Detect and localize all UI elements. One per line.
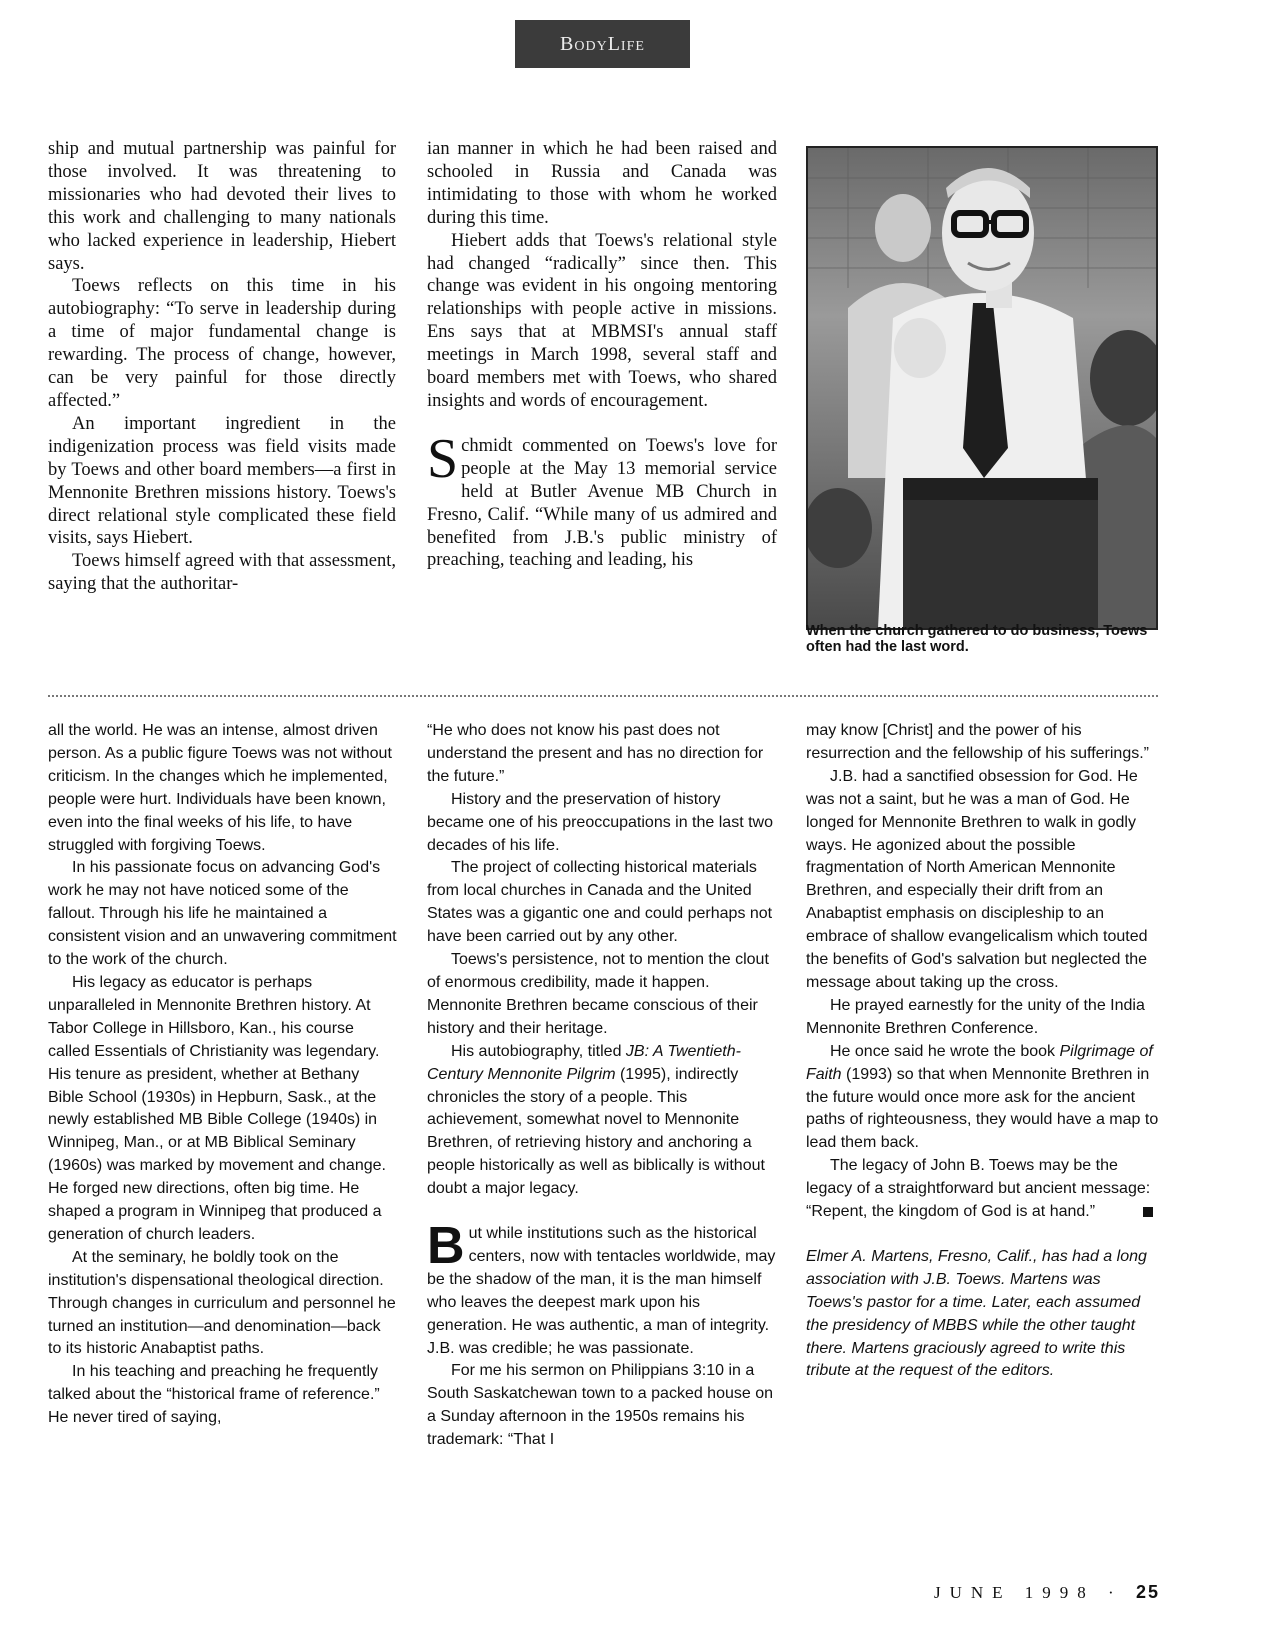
paragraph-text: chmidt commented on Toews's love for people at the May 13 memorial service held at Butler Avenue MB Church in Fresno, Calif. “While many of us admired and benefited from J.B.'s public ministry of preaching, teaching and leading, his	[427, 435, 777, 571]
paragraph	[427, 1041, 777, 1201]
lower-column-1	[48, 720, 398, 1430]
page-number: 25	[1135, 1582, 1160, 1602]
paragraph: An important ingredient in the indigenization process was field visits made by Toews and other board members—a first in Mennonite Brethren missions history. Toews's direct relational style complicated these field visits, says Hiebert.	[48, 413, 396, 549]
book-title: Pilgrimage of Faith	[806, 1042, 1153, 1083]
paragraph	[806, 1041, 1161, 1156]
paragraph: In his teaching and preaching he frequently talked about the “historical frame of reference.” He never tired of saying,	[48, 1363, 380, 1427]
paragraph-text: ut while institutions such as the historical centers, now with tentacles worldwide, may be the shadow of the man, it is the man himself who leaves the deepest mark upon his generation. He was authentic, a man of integrity. J.B. was credible; he was passionate.	[427, 1225, 776, 1357]
folio	[870, 1582, 1160, 1603]
paragraph: “He who does not know his past does not understand the present and has no direction for the future.”	[427, 722, 764, 785]
text: He once said he wrote the book	[830, 1042, 1060, 1060]
folio-separator: ·	[1108, 1583, 1123, 1602]
paragraph: Toews reflects on this time in his autobiography: “To serve in leadership during a time of major fundamental change is rewarding. The process of change, however, can be very painful for those directly affected.”	[48, 276, 396, 411]
text: The legacy of John B. Toews may be the legacy of a straightforward but ancient message: “Repent, the kingdom of God is at hand.”	[806, 1157, 1151, 1221]
paragraph	[806, 1155, 1161, 1224]
dropcap-paragraph	[427, 427, 777, 572]
paragraph: History and the preservation of history became one of his preoccupations in the last two decades of his life.	[427, 790, 773, 854]
paragraph: The project of collecting historical materials from local churches in Canada and the United States was a gigantic one and could perhaps not have been carried out by any other.	[427, 859, 773, 946]
dropcap-paragraph	[427, 1217, 777, 1360]
book-title: JB: A Twentieth-Century Mennonite Pilgrim	[427, 1042, 741, 1083]
paragraph: Hiebert adds that Toews's relational style had changed “radically” since then. This change was evident in his ongoing mentoring relationships with people active in missions. Ens says that at MBMSI's annual staff meetings in March 1998, several staff and board members met with Toews, who shared insights and words of encouragement.	[427, 230, 777, 411]
upper-column-1	[48, 138, 396, 596]
section-divider	[48, 695, 1158, 697]
photo-caption: When the church gathered to do business, Toews often had the last word.	[806, 623, 1148, 655]
paragraph: ship and mutual partnership was painful for those involved. It was threatening to missionaries who had devoted their lives to this work and challenging to many nationals who lacked experience in leadership, Hiebert says.	[48, 139, 396, 274]
lower-column-3	[806, 720, 1161, 1383]
photo-jb-toews	[806, 146, 1158, 630]
paragraph: Toews's persistence, not to mention the clout of enormous credibility, made it happen. Mennonite Brethren became conscious of their history and their heritage.	[427, 951, 769, 1037]
drop-cap: B	[427, 1217, 465, 1276]
paragraph: At the seminary, he boldly took on the institution's dispensational theological direction. Through changes in curriculum and personnel he turned an institution—and denomination—back to its historic Anabaptist paths.	[48, 1248, 396, 1358]
section-tab	[515, 20, 690, 68]
paragraph: all the world. He was an intense, almost driven person. As a public figure Toews was not without criticism. In the changes which he implemented, people were hurt. Individuals have been known, even into the final weeks of his life, to have struggled with forgiving Toews.	[48, 722, 392, 854]
section-label: BodyLife	[560, 32, 645, 55]
paragraph: He prayed earnestly for the unity of the India Mennonite Brethren Conference.	[806, 996, 1145, 1037]
lower-column-2	[427, 720, 777, 1452]
paragraph: His legacy as educator is perhaps unparalleled in Mennonite Brethren history. At Tabor College in Hillsboro, Kan., his course called Essentials of Christianity was legendary. His tenure as president, whether at Bethany Bible School (1930s) in Hepburn, Sask., at the newly established MB Bible College (1940s) in Winnipeg, Man., or at MB Biblical Seminary (1960s) was marked by movement and change. He forged new directions, often big time. He shaped a program in Winnipeg that produced a generation of church leaders.	[48, 973, 386, 1243]
author-note: Elmer A. Martens, Fresno, Calif., has had a long association with J.B. Toews. Martens was Toews's pastor for a time. Later, each assumed the presidency of MBBS while the other taught there. Martens graciously agreed to write this tribute at the request of the editors.	[806, 1247, 1147, 1380]
upper-column-2	[427, 138, 777, 572]
paragraph: For me his sermon on Philippians 3:10 in a South Saskatchewan town to a packed house on a Sunday afternoon in the 1950s remains his trademark: “That I	[427, 1362, 774, 1449]
text: (1995), indirectly chronicles the story of a people. This achievement, somewhat novel to Mennonite Brethren, of retrieving history and anchoring a people historically as well as biblically is without doubt a major legacy.	[427, 1065, 765, 1198]
paragraph: ian manner in which he had been raised and schooled in Russia and Canada was intimidating to those with whom he worked during this time.	[427, 139, 777, 228]
photo-illustration	[808, 148, 1156, 628]
drop-cap: S	[427, 427, 459, 490]
paragraph: Toews himself agreed with that assessment, saying that the authoritar-	[48, 551, 396, 595]
paragraph: J.B. had a sanctified obsession for God. He was not a saint, but he was a man of God. He longed for Mennonite Brethren to walk in godly ways. He agonized about the possible fragmentation of North American Mennonite Brethren, and especially their drift from an Anabaptist emphasis on discipleship to an embrace of shallow evangelicalism which touted the benefits of God's salvation but neglected the message about taking up the cross.	[806, 767, 1148, 991]
issue-date: JUNE 1998	[933, 1583, 1095, 1602]
text: (1993) so that when Mennonite Brethren in the future would once more ask for the ancient paths of righteousness, they would have a map to lead them back.	[806, 1065, 1159, 1152]
text: His autobiography, titled	[451, 1042, 626, 1060]
paragraph: may know [Christ] and the power of his resurrection and the fellowship of his sufferings.”	[806, 722, 1149, 762]
paragraph: In his passionate focus on advancing God's work he may not have noticed some of the fallout. Through his life he maintained a consistent vision and an unwavering commitment to the work of the church.	[48, 859, 397, 969]
end-mark-icon	[1143, 1207, 1153, 1217]
